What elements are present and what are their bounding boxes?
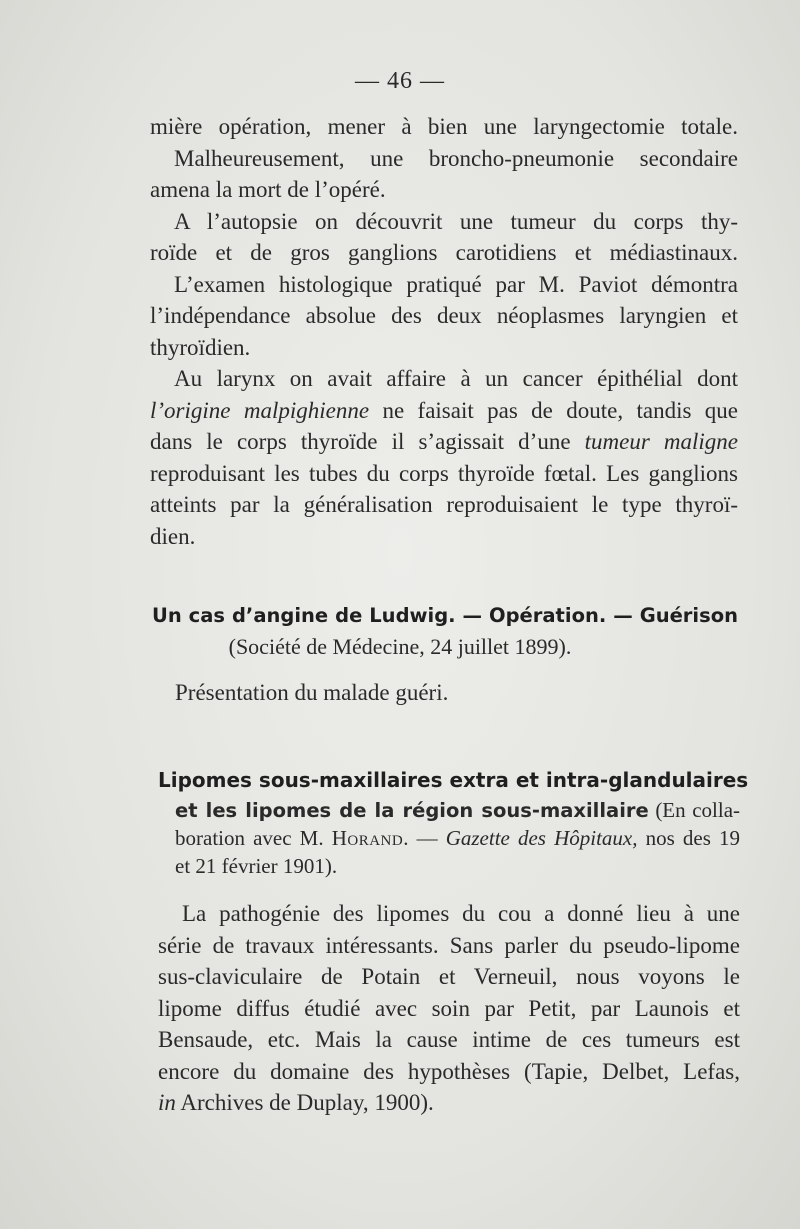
text-fragment: Archives de Duplay, 1900).: [175, 1090, 434, 1115]
text-line: amena la mort de l’opéré.: [150, 177, 386, 202]
text-fragment: dans le corps thyroïde il s’agissait d’une: [150, 429, 585, 454]
text-fragment: nos des 19: [637, 826, 741, 850]
text-line: encore du domaine des hypothèses (Tapie, Delbet, Lefas,: [158, 1058, 740, 1084]
text-line: Bensaude, etc. Mais la cause intime de ces tumeurs est: [158, 1027, 740, 1052]
text-line: dien.: [150, 523, 196, 549]
citation-line: [175, 826, 740, 851]
paragraph-pathogenie: [158, 898, 740, 1119]
text-fragment: ne faisait pas de doute, tandis que: [369, 397, 739, 423]
author-name: Horand: [331, 826, 404, 850]
paragraph-laryngectomy: [150, 111, 738, 552]
text-line: mière opération, mener à bien une laryngectomie totale.: [150, 114, 738, 139]
text-line: Au larynx on avait affaire à un cancer épithélial dont: [174, 366, 738, 391]
heading-line: [175, 798, 740, 823]
heading-text: Lipomes sous-maxillaires extra et intra-glandulaires: [158, 768, 749, 792]
text-line: L’examen histologique pratiqué par M. Paviot démontra: [174, 271, 738, 297]
citation-date: et 21 février 1901).: [175, 854, 338, 878]
text-line: reproduisant les tubes du corps thyroïde fœtal. Les ganglions: [150, 460, 738, 486]
text-line: [150, 426, 738, 458]
text-fragment: boration avec M.: [175, 826, 332, 850]
text-line: atteints par la généralisation reproduisaient le type thyroï-: [150, 492, 738, 517]
section-heading-lipomes: [158, 768, 749, 792]
text-fragment: (En colla-: [648, 798, 741, 822]
section-source: (Société de Médecine, 24 juillet 1899).: [228, 634, 572, 659]
italic-tumeur: tumeur maligne: [584, 429, 738, 454]
text-line: [150, 395, 738, 427]
text-line: lipome diffus étudié avec soin par Petit, par Launois et: [158, 995, 740, 1021]
italic-in: in: [158, 1090, 176, 1115]
text-line: roïde et de gros ganglions carotidiens et médiastinaux.: [150, 240, 738, 265]
heading-text: Un cas d’angine de Ludwig. — Opération. — Guérison: [152, 604, 738, 627]
text-line: Malheureusement, une broncho-pneumonie secondaire: [174, 145, 738, 171]
text-line: thyroïdien.: [150, 334, 251, 360]
text-fragment: . —: [403, 826, 446, 850]
heading-bold: et les lipomes de la région sous-maxillaire: [175, 799, 649, 822]
page-number: — 46 —: [355, 68, 445, 94]
text-line: [158, 1087, 740, 1119]
text-line: série de travaux intéressants. Sans parler du pseudo-lipome: [158, 932, 740, 958]
text-line: l’indépendance absolue des deux néoplasmes laryngien et: [150, 303, 738, 328]
text-line: A l’autopsie on découvrit une tumeur du corps thy-: [174, 208, 738, 234]
section-heading-ludwig: [152, 604, 738, 627]
italic-origin: l’origine malpighienne: [150, 397, 370, 423]
text-line: La pathogénie des lipomes du cou a donné lieu à une: [182, 901, 740, 926]
text-line: sus-claviculaire de Potain et Verneuil, nous voyons le: [158, 964, 740, 989]
section-text: Présentation du malade guéri.: [175, 680, 449, 705]
journal-title: Gazette des Hôpitaux,: [445, 826, 638, 850]
